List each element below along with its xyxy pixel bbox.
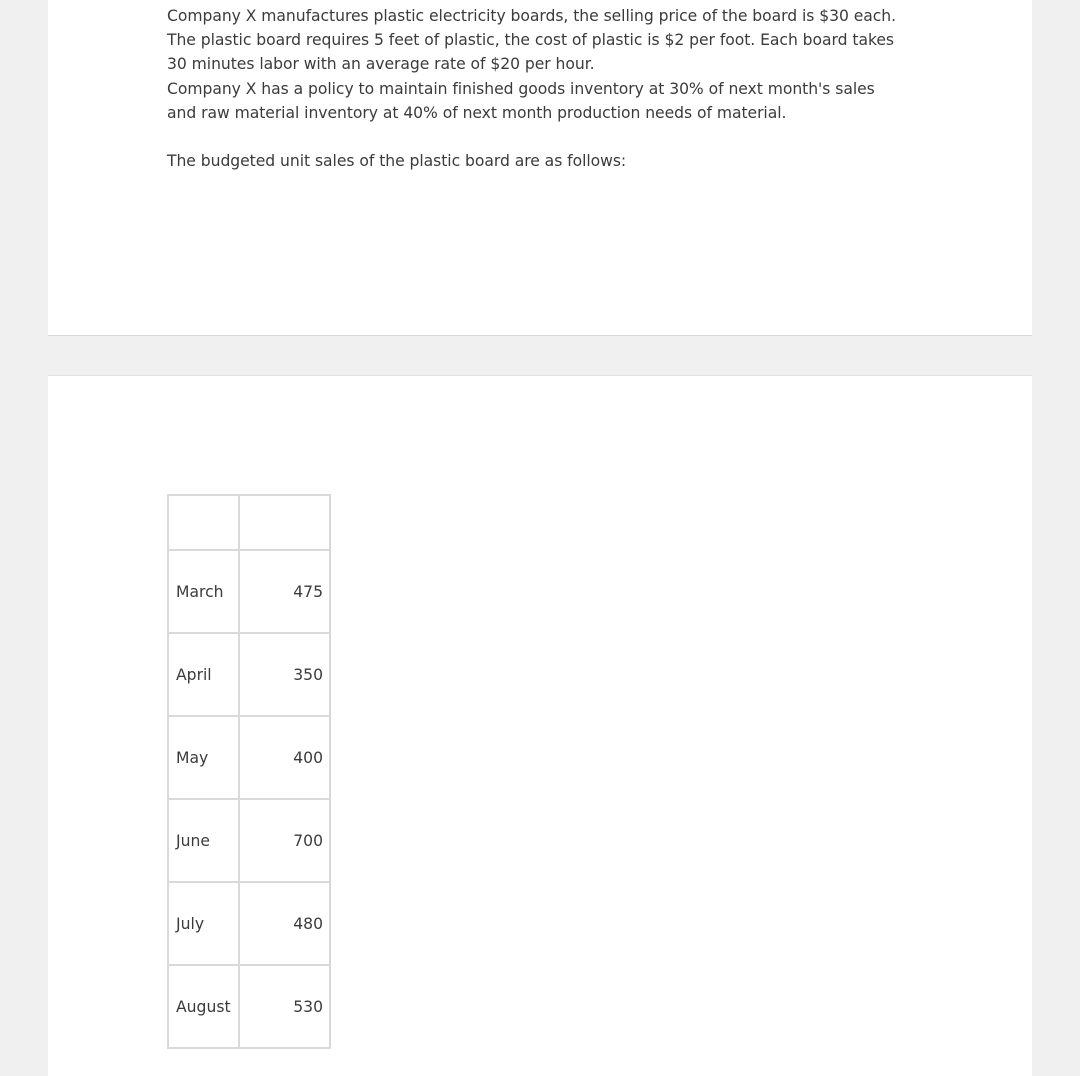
header-cell	[168, 495, 239, 550]
month-cell: March	[168, 550, 239, 633]
units-cell: 480	[239, 882, 330, 965]
units-cell: 350	[239, 633, 330, 716]
table-row	[168, 633, 330, 716]
units-cell: 475	[239, 550, 330, 633]
sales-table	[167, 494, 331, 1049]
table-header-row	[168, 495, 330, 550]
table-row	[168, 882, 330, 965]
problem-card	[48, 0, 1032, 336]
table-row	[168, 716, 330, 799]
problem-line: 30 minutes labor with an average rate of $20 per hour.	[167, 55, 595, 74]
table-card	[48, 375, 1032, 1076]
month-cell: April	[168, 633, 239, 716]
table-intro: The budgeted unit sales of the plastic board are as follows:	[167, 152, 627, 171]
units-cell: 700	[239, 799, 330, 882]
problem-text	[167, 4, 957, 173]
table-row	[168, 965, 330, 1048]
units-cell: 400	[239, 716, 330, 799]
problem-line: Company X manufactures plastic electricity boards, the selling price of the board is $30 each.	[167, 7, 897, 25]
table-row	[168, 799, 330, 882]
header-cell	[239, 495, 330, 550]
month-cell: July	[168, 882, 239, 965]
month-cell: June	[168, 799, 239, 882]
problem-line: Company X has a policy to maintain finished goods inventory at 30% of next month's sales	[167, 79, 875, 98]
table-row	[168, 550, 330, 633]
problem-line: and raw material inventory at 40% of next month production needs of material.	[167, 103, 787, 122]
units-cell: 530	[239, 965, 330, 1048]
month-cell: May	[168, 716, 239, 799]
month-cell: August	[168, 965, 239, 1048]
problem-line: The plastic board requires 5 feet of plastic, the cost of plastic is $2 per foot. Each board takes	[167, 31, 894, 50]
